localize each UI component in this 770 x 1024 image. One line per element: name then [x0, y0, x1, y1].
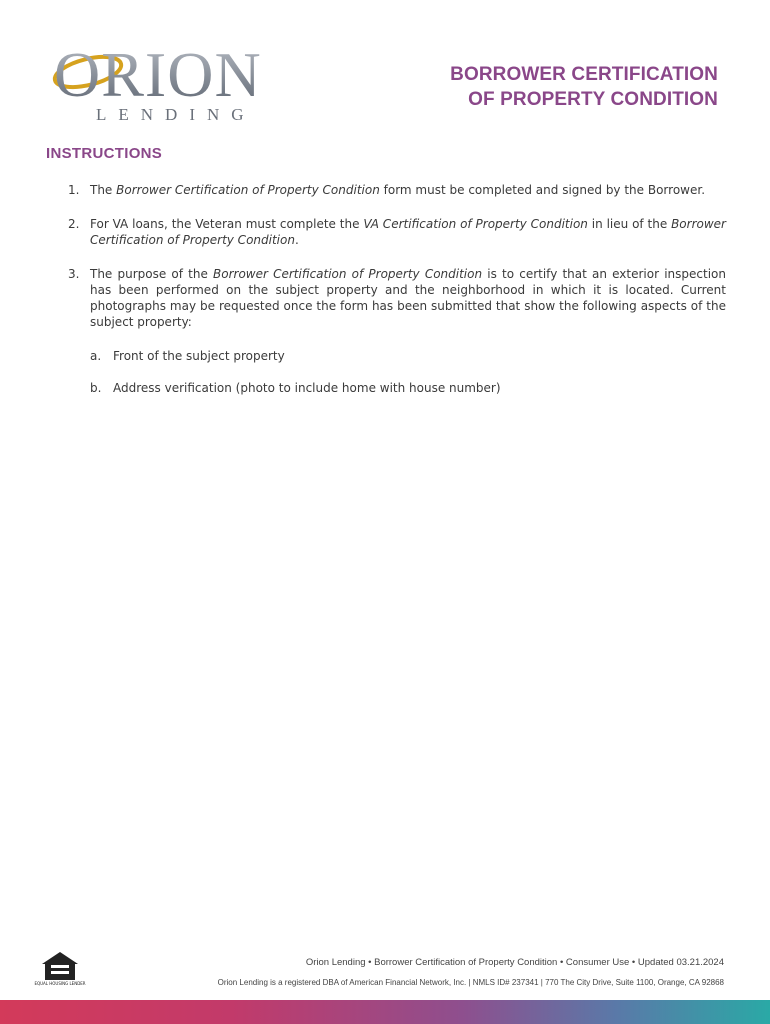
title-line-2: OF PROPERTY CONDITION	[468, 89, 718, 110]
orion-lending-logo	[48, 38, 298, 128]
instructions-list	[68, 182, 726, 412]
ehl-label: EQUAL HOUSING LENDER	[34, 981, 86, 986]
item-form-name: Borrower Certification of Property Condition	[90, 217, 726, 247]
footer-gradient-bar	[0, 1000, 770, 1024]
sub-item-letter: b.	[90, 381, 102, 395]
equal-housing-lender-icon	[34, 950, 86, 990]
sub-item-letter: a.	[90, 349, 102, 363]
instruction-item-2	[68, 216, 726, 248]
item-number: 1.	[68, 183, 80, 197]
sub-item-text: Address verification (photo to include home with house number)	[113, 381, 501, 395]
instruction-sub-item-a	[90, 348, 726, 364]
logo-wordmark: ORION	[54, 39, 262, 110]
item-text: The	[90, 183, 117, 197]
item-text: is to certify that an exterior inspection has been performed on the subject property and the neighborhood in which it is located. Current photographs may be requested once the form has been submitted that show the following aspects of the subject property:	[90, 267, 726, 329]
item-form-name: VA Certification of Property Condition	[363, 217, 588, 231]
item-text: For VA loans, the Veteran must complete the	[90, 217, 364, 231]
title-line-1: BORROWER CERTIFICATION	[450, 64, 718, 85]
item-number: 3.	[68, 267, 80, 281]
item-text: The purpose of the	[90, 267, 213, 281]
item-form-name: Borrower Certification of Property Condition	[213, 267, 483, 281]
item-form-name: Borrower Certification of Property Condition	[116, 183, 380, 197]
sub-item-text: Front of the subject property	[113, 349, 285, 363]
logo-subtitle: LENDING	[96, 105, 256, 124]
item-text: in lieu of the	[587, 217, 672, 231]
document-title	[358, 62, 718, 112]
instruction-item-3	[68, 266, 726, 330]
item-text: form must be completed and signed by the Borrower.	[379, 183, 706, 197]
instruction-item-1	[68, 182, 726, 198]
footer-title-line: Orion Lending • Borrower Certification of Property Condition • Consumer Use • Updated 03.21.2024	[305, 957, 724, 968]
footer-legal-line: Orion Lending is a registered DBA of American Financial Network, Inc. | NMLS ID# 237341 | 770 The City Drive, Suite 1100, Orange, CA 92868	[217, 978, 724, 987]
instructions-heading: INSTRUCTIONS	[46, 145, 163, 162]
item-text: .	[294, 233, 299, 247]
item-number: 2.	[68, 217, 80, 231]
instruction-sub-item-b	[90, 380, 726, 396]
